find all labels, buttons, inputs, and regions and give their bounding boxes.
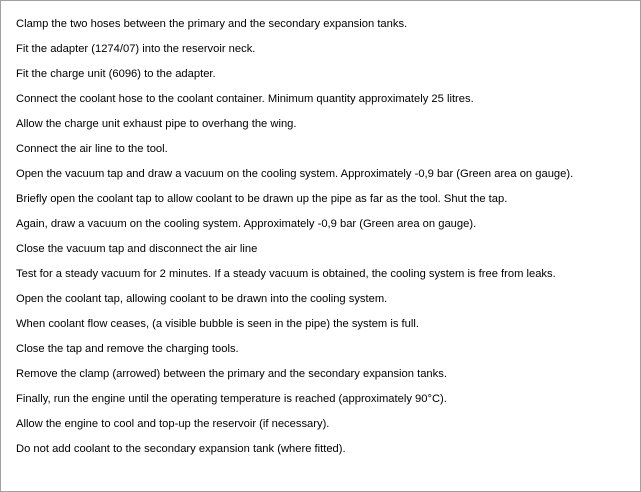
instruction-step: Allow the charge unit exhaust pipe to overhang the wing. <box>16 118 297 130</box>
instruction-step: Remove the clamp (arrowed) between the primary and the secondary expansion tanks. <box>16 368 447 380</box>
instruction-step: Fit the adapter (1274/07) into the reservoir neck. <box>16 43 256 55</box>
instruction-step: Close the tap and remove the charging tools. <box>16 343 239 355</box>
instruction-step: Finally, run the engine until the operating temperature is reached (approximately 90°C). <box>16 393 447 405</box>
instruction-step: Open the coolant tap, allowing coolant to be drawn into the cooling system. <box>16 293 388 305</box>
instruction-step: Fit the charge unit (6096) to the adapter. <box>16 68 216 80</box>
instruction-step: When coolant flow ceases, (a visible bubble is seen in the pipe) the system is full. <box>16 318 419 330</box>
instruction-step: Open the vacuum tap and draw a vacuum on the cooling system. Approximately -0,9 bar (Green area on gauge). <box>16 168 574 180</box>
instruction-step: Close the vacuum tap and disconnect the air line <box>16 243 258 255</box>
instruction-step: Clamp the two hoses between the primary and the secondary expansion tanks. <box>16 18 408 30</box>
instruction-step: Briefly open the coolant tap to allow coolant to be drawn up the pipe as far as the tool. Shut the tap. <box>16 193 508 205</box>
instruction-step: Connect the air line to the tool. <box>16 143 168 155</box>
instruction-step: Again, draw a vacuum on the cooling system. Approximately -0,9 bar (Green area on gauge). <box>16 218 477 230</box>
instruction-list <box>16 14 573 464</box>
instruction-step: Connect the coolant hose to the coolant container. Minimum quantity approximately 25 litres. <box>16 93 474 105</box>
instruction-step: Test for a steady vacuum for 2 minutes. If a steady vacuum is obtained, the cooling system is free from leaks. <box>16 268 556 280</box>
instruction-step: Do not add coolant to the secondary expansion tank (where fitted). <box>16 443 346 455</box>
instruction-step: Allow the engine to cool and top-up the reservoir (if necessary). <box>16 418 330 430</box>
